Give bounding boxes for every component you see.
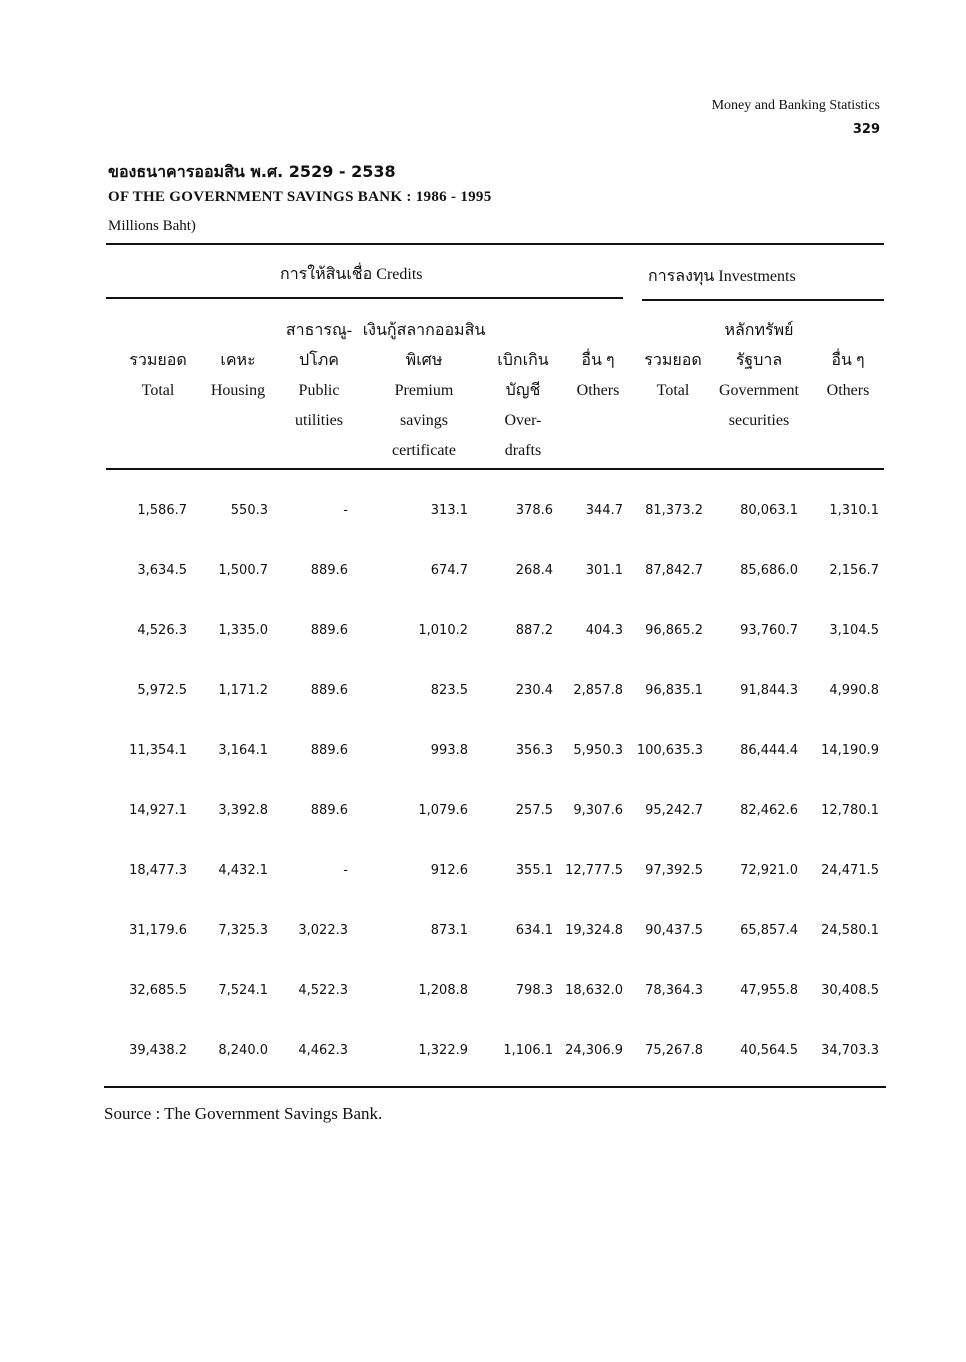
table-cell: 889.6 <box>310 623 348 638</box>
column-header <box>704 316 814 466</box>
table-cell: 7,325.3 <box>218 923 268 938</box>
table-cell: 24,306.9 <box>565 1043 623 1058</box>
table-cell: 1,500.7 <box>218 563 268 578</box>
table-cell: 889.6 <box>310 803 348 818</box>
table-cell: 3,634.5 <box>137 563 187 578</box>
table-cell: 404.3 <box>585 623 623 638</box>
top-rule <box>106 243 884 245</box>
column-header-line <box>633 436 713 466</box>
column-header-line <box>113 436 203 466</box>
table-cell: 550.3 <box>230 503 268 518</box>
table-cell: 887.2 <box>515 623 553 638</box>
table-cell: 634.1 <box>515 923 553 938</box>
column-header-line: Housing <box>210 382 266 399</box>
column-header-line: ปโภค <box>299 352 339 369</box>
column-header-line <box>198 436 278 466</box>
column-header <box>274 316 364 466</box>
column-header-line: Others <box>826 382 870 399</box>
column-header-line: อื่น ๆ <box>831 352 865 369</box>
column-header-line <box>483 316 563 346</box>
table-cell: 5,950.3 <box>573 743 623 758</box>
table-cell: 96,865.2 <box>645 623 703 638</box>
table-row <box>0 1043 966 1063</box>
column-header-line <box>563 316 633 346</box>
credits-underline <box>106 297 623 299</box>
column-header-line <box>813 436 883 466</box>
table-cell: 1,106.1 <box>503 1043 553 1058</box>
table-cell: 30,408.5 <box>821 983 879 998</box>
table-cell: 81,373.2 <box>645 503 703 518</box>
column-header-line: drafts <box>504 442 542 459</box>
table-cell: 4,462.3 <box>298 1043 348 1058</box>
table-cell: 355.1 <box>515 863 553 878</box>
table-cell: 1,586.7 <box>137 503 187 518</box>
column-header-line: Others <box>576 382 620 399</box>
table-cell: 5,972.5 <box>137 683 187 698</box>
column-header-line: เงินกู้สลากออมสิน <box>362 322 486 339</box>
table-cell: 90,437.5 <box>645 923 703 938</box>
table-cell: 8,240.0 <box>218 1043 268 1058</box>
table-cell: - <box>343 503 348 518</box>
table-cell: 87,842.7 <box>645 563 703 578</box>
table-row <box>0 983 966 1003</box>
table-cell: 12,780.1 <box>821 803 879 818</box>
table-cell: 31,179.6 <box>129 923 187 938</box>
table-cell: 97,392.5 <box>645 863 703 878</box>
column-header-line: หลักทรัพย์ <box>724 322 794 339</box>
table-row <box>0 623 966 643</box>
page-header <box>712 94 880 142</box>
table-cell: 889.6 <box>310 743 348 758</box>
column-header-line: อื่น ๆ <box>581 352 615 369</box>
table-cell: 3,164.1 <box>218 743 268 758</box>
table-row <box>0 563 966 583</box>
table-cell: 873.1 <box>430 923 468 938</box>
bottom-rule <box>104 1086 886 1088</box>
table-cell: 19,324.8 <box>565 923 623 938</box>
column-header <box>633 316 713 466</box>
header-bottom-rule <box>106 468 884 470</box>
table-cell: 14,190.9 <box>821 743 879 758</box>
table-cell: 4,990.8 <box>829 683 879 698</box>
table-cell: 24,580.1 <box>821 923 879 938</box>
table-cell: 4,432.1 <box>218 863 268 878</box>
column-header <box>813 316 883 466</box>
column-header-line <box>563 406 633 436</box>
column-header-line: Over- <box>504 412 542 429</box>
table-cell: 356.3 <box>515 743 553 758</box>
table-cell: 1,310.1 <box>829 503 879 518</box>
column-header-line <box>813 316 883 346</box>
column-header-line: Government <box>719 382 799 399</box>
column-header-line <box>198 406 278 436</box>
table-cell: 75,267.8 <box>645 1043 703 1058</box>
column-header <box>198 316 278 466</box>
table-cell: 3,022.3 <box>298 923 348 938</box>
table-cell: 257.5 <box>515 803 553 818</box>
table-cell: 823.5 <box>430 683 468 698</box>
column-header-line <box>198 316 278 346</box>
table-cell: 1,322.9 <box>418 1043 468 1058</box>
table-cell: 40,564.5 <box>740 1043 798 1058</box>
column-header <box>563 316 633 466</box>
column-header-line: สาธารณู- <box>285 322 353 339</box>
table-cell: 889.6 <box>310 683 348 698</box>
table-cell: 378.6 <box>515 503 553 518</box>
column-header-line <box>563 436 633 466</box>
table-cell: 14,927.1 <box>129 803 187 818</box>
table-cell: 100,635.3 <box>636 743 703 758</box>
table-cell: 2,857.8 <box>573 683 623 698</box>
table-cell: 301.1 <box>585 563 623 578</box>
table-cell: 4,526.3 <box>137 623 187 638</box>
table-cell: 32,685.5 <box>129 983 187 998</box>
table-row <box>0 683 966 703</box>
column-header-line: Total <box>141 382 175 399</box>
table-cell: 1,208.8 <box>418 983 468 998</box>
table-cell: 65,857.4 <box>740 923 798 938</box>
column-header-line: พิเศษ <box>405 352 443 369</box>
column-header-line: savings <box>400 412 448 429</box>
table-cell: 1,335.0 <box>218 623 268 638</box>
table-cell: 78,364.3 <box>645 983 703 998</box>
table-cell: 230.4 <box>515 683 553 698</box>
title-thai: ของธนาคารออมสิน พ.ศ. 2529 - 2538 <box>108 162 396 181</box>
table-cell: - <box>343 863 348 878</box>
table-cell: 12,777.5 <box>565 863 623 878</box>
table-cell: 11,354.1 <box>129 743 187 758</box>
publication-name: Money and Banking Statistics <box>711 98 880 113</box>
column-header-line <box>633 316 713 346</box>
table-row <box>0 923 966 943</box>
table-cell: 2,156.7 <box>829 563 879 578</box>
column-header <box>483 316 563 466</box>
table-cell: 24,471.5 <box>821 863 879 878</box>
column-header-line: รวมยอด <box>644 352 702 369</box>
column-header <box>113 316 203 466</box>
investments-underline <box>642 299 884 301</box>
column-header-line: เบิกเกิน <box>497 352 549 369</box>
table-cell: 1,171.2 <box>218 683 268 698</box>
column-header-line: เคหะ <box>220 352 256 369</box>
column-header-line <box>113 316 203 346</box>
table-cell: 72,921.0 <box>740 863 798 878</box>
table-cell: 344.7 <box>585 503 623 518</box>
table-cell: 9,307.6 <box>573 803 623 818</box>
page-number: 329 <box>852 122 880 137</box>
table-cell: 798.3 <box>515 983 553 998</box>
column-header-line <box>813 406 883 436</box>
column-header <box>354 316 494 466</box>
column-header-line: Total <box>656 382 690 399</box>
source-note: Source : The Government Savings Bank. <box>104 1104 383 1123</box>
table-cell: 82,462.6 <box>740 803 798 818</box>
column-header-line <box>633 406 713 436</box>
column-header-line: securities <box>728 412 790 429</box>
table-row <box>0 743 966 763</box>
table-cell: 4,522.3 <box>298 983 348 998</box>
column-header-line: Public <box>298 382 340 399</box>
table-cell: 18,477.3 <box>129 863 187 878</box>
group-investments: การลงทุน Investments <box>648 268 796 285</box>
title-english: OF THE GOVERNMENT SAVINGS BANK : 1986 - 1995 <box>108 189 492 205</box>
column-header-line: บัญชี <box>505 382 541 399</box>
table-cell: 993.8 <box>430 743 468 758</box>
column-header-line: รวมยอด <box>129 352 187 369</box>
table-cell: 80,063.1 <box>740 503 798 518</box>
unit-label: Millions Baht) <box>108 218 196 234</box>
table-row <box>0 503 966 523</box>
table-cell: 93,760.7 <box>740 623 798 638</box>
table-cell: 18,632.0 <box>565 983 623 998</box>
table-cell: 34,703.3 <box>821 1043 879 1058</box>
table-cell: 3,392.8 <box>218 803 268 818</box>
group-credits: การให้สินเชื่อ Credits <box>280 266 423 283</box>
table-cell: 1,079.6 <box>418 803 468 818</box>
table-cell: 3,104.5 <box>829 623 879 638</box>
table-cell: 313.1 <box>430 503 468 518</box>
table-cell: 39,438.2 <box>129 1043 187 1058</box>
table-cell: 95,242.7 <box>645 803 703 818</box>
table-cell: 1,010.2 <box>418 623 468 638</box>
table-cell: 7,524.1 <box>218 983 268 998</box>
column-header-line: รัฐบาล <box>735 352 783 369</box>
column-header-line <box>704 436 814 466</box>
column-header-line: utilities <box>295 412 343 429</box>
table-cell: 268.4 <box>515 563 553 578</box>
table-cell: 889.6 <box>310 563 348 578</box>
column-header-line <box>274 436 364 466</box>
column-header-line: certificate <box>392 442 456 459</box>
table-cell: 85,686.0 <box>740 563 798 578</box>
table-cell: 47,955.8 <box>740 983 798 998</box>
table-cell: 91,844.3 <box>740 683 798 698</box>
table-row <box>0 863 966 883</box>
table-cell: 674.7 <box>430 563 468 578</box>
column-header-line <box>113 406 203 436</box>
table-cell: 96,835.1 <box>645 683 703 698</box>
table-row <box>0 803 966 823</box>
table-cell: 912.6 <box>430 863 468 878</box>
column-header-line: Premium <box>394 382 454 399</box>
table-cell: 86,444.4 <box>740 743 798 758</box>
